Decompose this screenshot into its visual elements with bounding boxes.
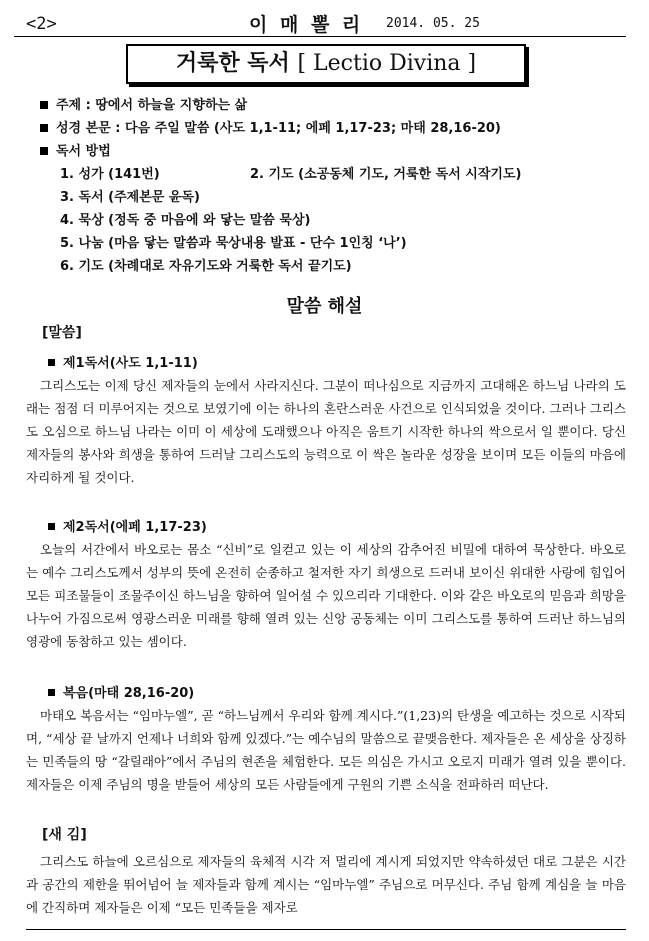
- square-bullet-icon: [48, 359, 55, 366]
- step-row: [60, 163, 630, 186]
- gospel-text: 마태오 복음서는 “임마누엘”, 곧 “하느님께서 우리와 함께 계시다.”(1,23)의 탄생을 예고하는 것으로 시작되며, “세상 끝 날까지 언제나 너희와 함께 있겠다.”는 예수님의 말씀으로 끝맺음한다. 제자들은 온 세상을 상징하는 민족들의 땅 “갈릴래아”에서 주님의 현존을 체험한다. 모든 의심은 가시고 오로지 미래가 열려 있을 뿐이다. 제자들은 이제 주님의 명을 받들어 세상의 모든 사람들에게 구원의 기쁜 소식을 전파하러 떠난다.: [26, 708, 626, 792]
- reading-2-title: 제2독서(에페 1,17-23): [48, 516, 207, 535]
- square-bullet-icon: [40, 147, 48, 155]
- square-bullet-icon: [40, 101, 48, 109]
- scripture-row: [40, 117, 630, 140]
- step-4: 4. 묵상 (정독 중 마음에 와 닿는 말씀 묵상): [60, 213, 311, 228]
- footer-divider: [26, 929, 626, 930]
- title-latin: [ Lectio Divina ]: [297, 51, 477, 76]
- commentary-heading: 말씀 해설: [286, 296, 363, 317]
- page-number: <2>: [26, 14, 57, 34]
- theme-row: [40, 94, 630, 117]
- reflection-label: [새 김]: [42, 827, 87, 843]
- step-row: [60, 209, 630, 232]
- word-label: [말씀]: [42, 325, 82, 341]
- step-6: 6. 기도 (차례대로 자유기도와 거룩한 독서 끝기도): [60, 259, 352, 274]
- step-2: 2. 기도 (소공동체 기도, 거룩한 독서 시작기도): [250, 167, 522, 182]
- square-bullet-icon: [48, 689, 55, 696]
- step-3: 3. 독서 (주제본문 윤독): [60, 190, 200, 205]
- document-title: [126, 44, 526, 84]
- theme-text: 주제 : 땅에서 하늘을 지향하는 삶: [56, 98, 248, 113]
- page-header: [14, 6, 638, 36]
- header-divider: [14, 36, 626, 37]
- reading-2-text: 오늘의 서간에서 바오로는 몸소 “신비”로 일컫고 있는 이 세상의 감추어진 비밀에 대하여 묵상한다. 바오로는 예수 그리스도께서 성부의 뜻에 온전히 순종하고 철저한 자기 희생으로 드러내 보이신 위대한 사랑에 힘입어 모든 피조물들이 조물주이신 하느님을 향하여 일어설 수 있으리라 기대한다. 이와 같은 바오로의 믿음과 희망을 나누어 가짐으로써 영광스러운 미래를 향해 열려 있는 신앙 공동체는 이미 그리스도를 통하여 드러난 하느님의 영광에 동참하고 있는 셈이다.: [26, 542, 626, 649]
- method-label: 독서 방법: [56, 144, 111, 159]
- step-row: [60, 255, 630, 278]
- newsletter-name: 이 매 뽈 리: [249, 14, 364, 36]
- square-bullet-icon: [40, 124, 48, 132]
- step-row: [60, 232, 630, 255]
- gospel-title: 복음(마태 28,16-20): [48, 682, 194, 701]
- step-5: 5. 나눔 (마음 닿는 말씀과 묵상내용 발표 - 단수 1인칭 ‘나’): [60, 236, 407, 251]
- reading-1-text: 그리스도는 이제 당신 제자들의 눈에서 사라지신다. 그분이 떠나심으로 지금까지 고대해온 하느님 나라의 도래는 점점 더 미루어지는 것으로 보였기에 이는 하나의 혼란스러운 사건으로 인식되었을 것이다. 그러나 그리스도 오심으로 하느님 나라는 이미 이 세상에 도래했으나 아직은 움트기 시작한 하나의 싹으로서 일 뿐이다. 당신 제자들의 봉사와 희생을 통하여 드러날 그리스도의 능력으로 이 싹은 놀라운 성장을 보이며 모든 이들의 마음에 자리하게 될 것이다.: [26, 378, 626, 485]
- method-steps: [60, 163, 630, 278]
- step-row: [60, 186, 630, 209]
- reflection-text: 그리스도 하늘에 오르심으로 제자들의 육체적 시각 저 멀리에 계시게 되었지만 약속하셨던 대로 그분은 시간과 공간의 제한을 뛰어넘어 늘 제자들과 함께 계시는 “임마누엘” 주님으로 머무신다. 주님 함께 계심을 늘 마음에 간직하며 제자들은 이제 “모든 민족들을 제자로: [26, 854, 626, 915]
- step-1: 1. 성가 (141번): [60, 167, 160, 182]
- scripture-text: 성경 본문 : 다음 주일 말씀 (사도 1,1-11; 에페 1,17-23; 마태 28,16-20): [56, 121, 501, 136]
- issue-date: 2014. 05. 25: [386, 16, 480, 31]
- reading-info: [40, 94, 630, 278]
- reading-1-title: 제1독서(사도 1,1-11): [48, 352, 198, 371]
- method-row: [40, 140, 630, 163]
- square-bullet-icon: [48, 523, 55, 530]
- title-korean: 거룩한 독서: [175, 51, 290, 76]
